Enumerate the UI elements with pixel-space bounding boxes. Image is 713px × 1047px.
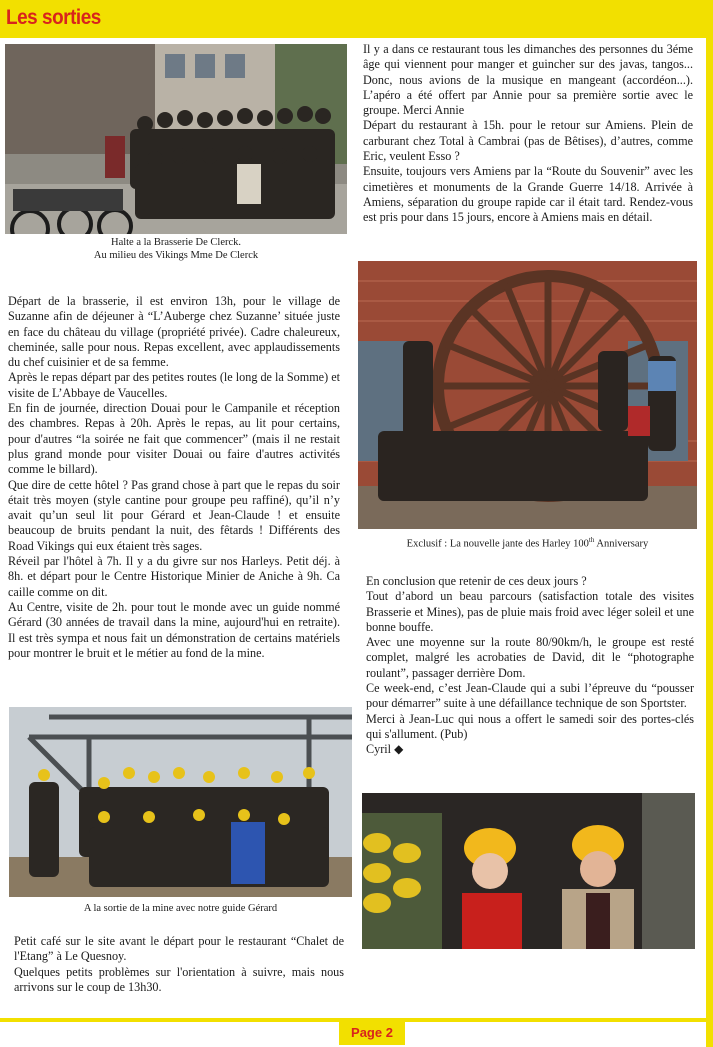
caption-wheel — [358, 534, 697, 551]
caption-wheel-text: Exclusif : La nouvelle jante des Harley 100 — [406, 538, 589, 550]
left-text-block-2 — [14, 934, 344, 995]
caption-mine: A la sortie de la mine avec notre guide Gérard — [83, 903, 278, 914]
paragraph: Que dire de cette hôtel ? Pas grand chose à part que le repas du soir était très moyen (style cantine pour groupe peu raffiné), qu’il n’y avait qu’un seul lit pour Gérard et Jean-Claude ! et ensuite beaucoup de bruits pendant la nuit, des fêtards ! Différents des Road Vikings qui eux étaient très sages. — [8, 477, 340, 553]
paragraph: Il y a dans ce restaurant tous les dimanches des personnes du 3éme âge qui viennent pour manger et guincher sur des javas, tangos... Donc, nous avions de la musique en mangeant (accordéon...). L’apéro a été offert par Annie pour sa première sortie avec le groupe. Merci Annie — [363, 42, 693, 118]
paragraph: Après le repas départ par des petites routes (le long de la Somme) et visite de L’Abbaye de Vaucelles. — [8, 370, 340, 400]
paragraph: En fin de journée, direction Douai pour le Campanile et réception des chambres. Repas à 20h. Après le repas, au lit pour certains, pour d'autres “la soirée ne fait que commencer” (mais il ne restait plus grand monde pour visiter Douai ou faire d'autres activités comme le billard). — [8, 401, 340, 477]
paragraph: En conclusion que retenir de ces deux jours ? — [366, 574, 587, 588]
caption-brasserie-line1: Halte a la Brasserie De Clerck. — [110, 237, 242, 248]
paragraph: Petit café sur le site avant le départ pour le restaurant “Chalet de l'Etang” à Le Quesnoy. — [14, 934, 344, 964]
header-bar — [0, 0, 713, 38]
paragraph: Quelques petits problèmes sur l'orientation à suivre, mais nous arrivons sur le coup de 13h30. — [14, 964, 344, 994]
paragraph: Tout d’abord un beau parcours (satisfaction totale des visites Brasserie et Mines), pas de pluie mais froid avec léger soleil et une bonne bouffe. — [366, 589, 694, 634]
caption-brasserie-line2: Au milieu des Vikings Mme De Clerck — [93, 250, 259, 261]
paragraph: Au Centre, visite de 2h. pour tout le monde avec un guide nommé Gérard (30 années de travail dans la mine, aujourd'hui en retraite). Il est très sympa et nous fait un démonstration de certains matériels pour montrer le bruit et le métier au fond de la mine. — [8, 599, 340, 660]
caption-wheel-sup: th — [588, 536, 595, 544]
caption-brasserie — [5, 236, 347, 262]
page-title: Les sorties — [6, 6, 101, 29]
paragraph: Ensuite, toujours vers Amiens par la “Route du Souvenir” avec les cimetières et monuments de la Grande Guerre 14/18. Arrivée à Amiens, séparation du groupe rapide car il était tard. Rendez-vous est pris pour dans 15 jours, encore à Amiens mais en détail. — [363, 164, 693, 225]
photo-brasserie — [5, 44, 347, 234]
paragraph: Merci à Jean-Luc qui nous a offert le samedi soir des portes-clés qui s'allument. (Pub) — [366, 711, 694, 741]
paragraph: Départ de la brasserie, il est environ 13h, pour le village de Suzanne afin de déjeuner à “L’Auberge chez Suzanne’ située juste en face du château du village (propriété privée). Cadre chaleureux, cheminée, salle pour nous. Repas excellent, avec applaudissements du chef cuisinier et de sa femme. — [8, 294, 340, 370]
photo-wheel — [358, 261, 697, 529]
right-text-block-2 — [366, 574, 694, 758]
paragraph: Réveil par l'hôtel à 7h. Il y a du givre sur nos Harleys. Petit déj. à 8h. et départ pour le Centre Historique Minier de Aniche à 9h. Ca caille comme on dit. — [8, 554, 340, 599]
signature: Cyril ◆ — [366, 742, 404, 757]
right-text-block-1 — [363, 42, 693, 226]
paragraph: Ce week-end, c’est Jean-Claude qui a subi l’épreuve du “pousser pour démarrer” suite à une défaillance technique de son Sportster. — [366, 681, 694, 711]
left-text-block-1 — [8, 294, 340, 661]
paragraph: Avec une moyenne sur la route 80/90km/h, le groupe est resté complet, malgré les acrobaties de David, dit le “photographe roulant”, passager derrière Dom. — [366, 635, 694, 680]
page-number: Page 2 — [339, 1021, 405, 1045]
caption-wheel-end: Anniversary — [594, 538, 649, 550]
photo-mine-group — [9, 707, 352, 897]
paragraph: Départ du restaurant à 15h. pour le retour sur Amiens. Plein de carburant chez Total à Cambrai (pas de Bêtises), d’autres, comme Eric, veulent Esso ? — [363, 118, 693, 164]
photo-helmets — [362, 793, 695, 949]
